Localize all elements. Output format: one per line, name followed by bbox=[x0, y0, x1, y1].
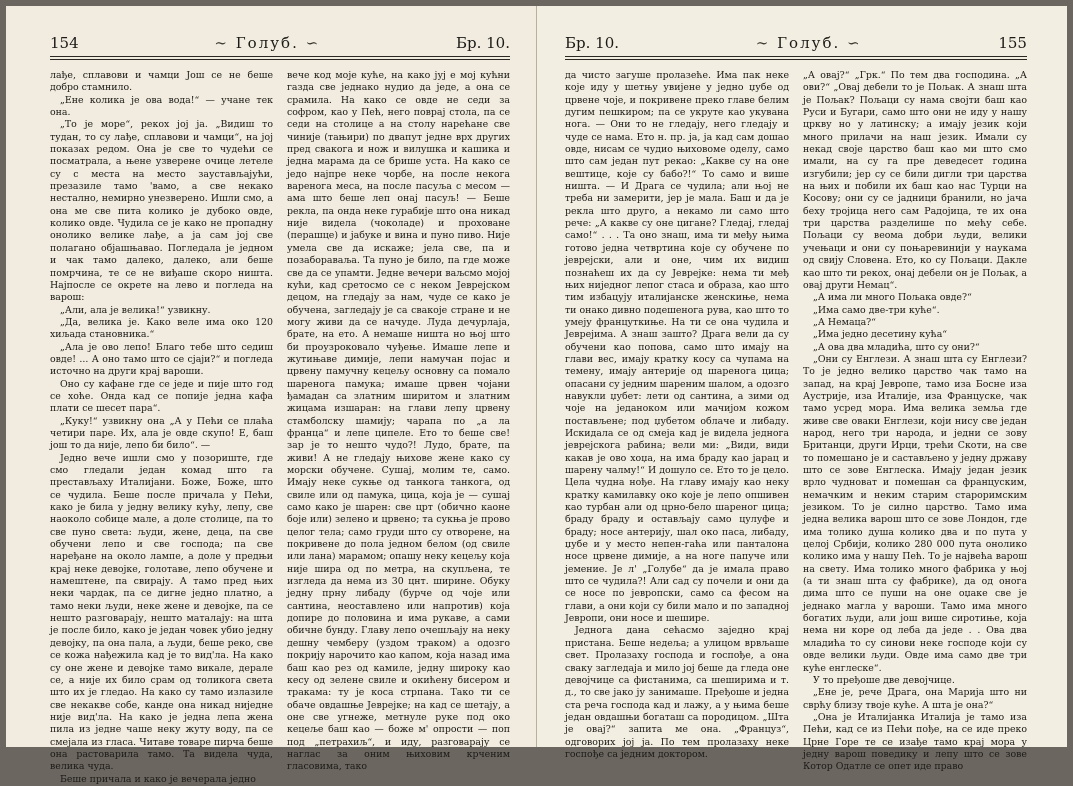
text-columns bbox=[565, 70, 1027, 773]
left-page bbox=[6, 6, 536, 785]
paragraph: „А Немаца?“ bbox=[813, 316, 876, 328]
book-spread bbox=[6, 6, 1067, 785]
paragraph: да чисто загуше пролазеће. Има пак неке које иду у шетњу увијене у једно џубе од црвене чоје, и покривене преко главе белим дугим пешкиром; па се укруте као укувана нога. — Они то не гледају, него гледају и чуде се нама. Ето н. пр. ја, ја кад сам дошао овде, нисам се чудио њиховоме оделу, само што сам један пут рекао: „Какве су на оне вештице, које су бабо?!“ То само и више ништа. — И Драга се чудила; али њој не треба ни замерити, јер је мала. Баш и да је рекла што друго, а некамо ли само што рече: „А какве су оне цигане? Гледај, гледај само!“ . . . Та оно знаш, има ти међу њима готово једна четвртина које су обучене по јеврејски, али и оне, чим их видиш познаћеш их да су Јеврејке: нема ти међ њих ниједног лепог стаса и образа, као што тим избацују италијанске женскиње, нема ти онако дивно подешенога рува, као што то умеју француткиње. На ти се она чудила и Јеврејима. А знаш зашто? Драга вели да су обучени као поповa, само што имају на глави вес, имају кратку косу са чупама на темену, имају антерије од шаренога цица; опасани су једним шареним шалом, а одозго навукли џубет: лети од сантина, а зими од чоје на једаноком или мачијом кожом постављене; под џубетом облаче и либаду. Искидала се од смеја кад је видела једнога јеврејскога рабина; вели ми: „Види, види какав је ово хоџа, на има браду као јарац и шарену чалму!“ И дошуло се. Ето то је цело. Цела чудна нође. На главу имају као неку кратку камилавку око које је лепо опшивен као турбан али од црно-бело шареног цица; браду браду и остављају само цулуфе и браду; носе антерију, шал око паса, либаду, џубе и у место непен-гаћа или панталона носе црвене димије, а на ноге папуче или јемение. Је л' „Голубе“ да је имала право што се чудила?! Али сад су почели и они да се носе по јевропски, само са фесом на глави, а они који су били мало и по западној Јевропи, они носе и шешире. bbox=[565, 70, 789, 625]
paragraph: „А има ли много Пољака овде?“ bbox=[813, 292, 972, 304]
paragraph: Једнога дана сећасмо заједно крај пристана. Беше недеља; а улицом врвљаше свет. Пролазаху господа и госпође, а она сваку загледаја и мило јој беше да гледа оне девојчице са фистанима, са шеширима и т. д., то све јако ју занимаше. Пређоше и једна ста реча господа кад и лажу, а у њима беше један овдашњи богаташ са породицом. „Шта је овај?“ запита ме она. „Француз“, одговорих јој ја. По тем пролазаху неке госпође са једним доктором. bbox=[565, 625, 789, 760]
running-head bbox=[50, 34, 510, 52]
paragraph: лађе, сплавови и чамци Још се не беше добро стамнило. bbox=[50, 70, 273, 94]
paragraph: У то пређоше две девојчице. bbox=[813, 674, 955, 686]
page-number: 154 bbox=[50, 34, 79, 52]
header-rule bbox=[50, 56, 510, 60]
paragraph: „Да, велика је. Како веле има око 120 хиљада становника.“ bbox=[50, 316, 273, 341]
paragraph: „Али, ала је велика!“ узвикну. bbox=[60, 304, 211, 316]
paragraph: „Има једно десетину кућа“ bbox=[813, 329, 948, 341]
running-head bbox=[565, 34, 1027, 52]
journal-title: ∼ Голуб. ∽ bbox=[756, 34, 862, 52]
text-columns bbox=[50, 70, 510, 785]
issue-number: Бр. 10. bbox=[565, 34, 620, 52]
text-column bbox=[565, 70, 789, 760]
paragraph: „Има само две-три куће“. bbox=[813, 304, 940, 316]
paragraph: вече код моје куће, на како јуј е мој кућни газда све једнако нудио да једе, а она се срамила. На како се овде не седи за софром, као у Пећ, него поврај стола, па се седи на столице а на столу нарећане све чиније (тањири) по двапут једне врх других пред свакога и нож и вилушка и кашика и једна марама да се брише уста. На како се једо најпре неке чорбе, на после некога варенога меса, на после пасуља с месом — ама што беше леп онај пасуљ! — Беше рекла, па онда неке гурабије што она никад није видела (чоколаде) и проховане (перашце) и јабуке и вина и пуно пиво. Није умела све да искаже; јела све, па и позабораваља. Та пуно је било, па где може све да се упамти. Једне вечери ваљсмо мојој кући, кад сретосмо се с неком Јеврејском децом, на гледају за нам, чуде се како је обучена, загледају је са свакоје стране и не могу живи да се начуде. Луда дечурлаја, брате, на ето. А немаше ништа но њој што би проузроковало чуђење. Имаше лепе и жутињаве димије, лепи намучан појас и црвену памучну кецељу основну са помало шареногa памука; имаше црвен чојани ђамадан са златним ширитом и златним жицама изшаран: на глави лепу црвену стамболску шамију; чарапа по „а ла франца“ и лепе ципеле. Ето то беше све! зар је то нешто чудо?! Лудо, брате, па живи! А не гледају њихове жене како су морски обучене. Сушај, молим те, само. Имају неке сукње од танкога танкога, од свиле или од памука, цица, која је — сушај само како је шарен: све црт (обично каоне боје или) зелено и црвено; та сукња је прово целог тела; само груди што су отворене, на покривене до пола једном белом (од свиле или лана) марамом; опашу неку кецељу која није шира од по метра, на скупљена, те изгледа да нема из 30 цнт. ширине. Обуку једну прну либаду (бурче од чоје или сантина, неоставлено или напротив) која допире до половина и има рукаве, а сами обичне бунду. Главу лепо очешљају на неку дешну чемберу (уздом траком) а одозго покрију нарочито као капом, која назад има баш као рез од камиле, једну широку као кесу од зелене свиле и окићену бисером и тракама: ту је коса стрпана. Тако ти се обаче овдашње Јеврејке; на кад се шетају, а оне све угнеже, метнуле руке под окo кецеље баш као — боже м' опрости — поп под „петрахиљ“, и иду, разговарају се наглас за оним њиховим крченим гласовима, тако bbox=[287, 70, 510, 773]
header-rule bbox=[565, 56, 1027, 60]
paragraph: „Они су Енглези. А знаш шта су Енглези? То је једно велико царство чак тамо на запад, на крај Јевропе, тамо иза Босне иза Аустрије, иза Италије, иза Француске, чак тамо усред мора. Има велика земља где живе све оваки Енглези, који нису све један народ, него три народа, и једни се зову Британци, други Ирци, трећи Скоти, на све то помешано је и састављено у једну државу што се зове Енглеска. Имају један језик врло чудноват и помешан са француским, немачким и неким старим староримским језиком. То је силно царство. Тамо има једна велика варош што се зове Лондон, где има толико душа колико два и по пута у целој Србији, колико 280 000 пута онолико колико има у нашу Пећ. То је највећа варош на свету. Има толико много фабрика у њој (а ти знаш шта су фабрике), да од онога дима што се пуши на оне оџаке све је једнако магла у вароши. Тамо има много богатих људи, али још више сиротиње, која нема ни коре од леба да једе . . Ова два младића то су синови неке господе који су овде велики људи. Овде има само две три куће енглеске“. bbox=[803, 353, 1027, 674]
paragraph: „А овај?“ „Грк.“ По тем два господина. „А ови?“ „Овај дебели то је Пољак. А знаш шта је Пољак? Пољаци су нама својти баш као Руси и Бугари, само што они не иду у нашу цркву но у латинску; а имају језик који много прилачи на наш језик. Имали су некад своје царство баш као ми што смо имали, на су га пре деведесет година изгубили; јер су се били дигли три царства на њих и побили их баш као нас Турци на Косову; они су се јадници бранили, но јача беху тројица него сам Радојица, те их она три царства разделише по мећу себе. Пољаци су веома добри људи, велики учењаци и они су поњаревинији у наукама од свију Словена. Ето, ко су Пољаци. Дакле као што ти рекох, онај дебели он је Пољак, а овај други Немац“. bbox=[803, 70, 1027, 291]
paragraph: „То је море“, рекох јој ја. „Видиш то тудан, то су лађе, сплавови и чамци“, на јој показах редом. Она је све то чудећи се посматрала, а њене узверене очице летеле су с места на место заустављајући, презазиле тамо 'вамо, а све некако нестално, немирно унезверено. Ишли смо, а она ме све пита колико је дубоко овде, колико овде. Чудила се је како не пропадну онолико велике лађе, а ја сам јој све полагано објашњавао. Погледала је једном и чак тамо далеко, далеко, али беше помрчина, те се не виђаше скоро ништа. Најпосле се окрете на лево и погледа на варош: bbox=[50, 119, 273, 304]
text-column bbox=[803, 70, 1027, 773]
paragraph: „Куку!“ узвикну она „А у Пећи се плаћа четири паре. Их, ала је овде скупо! Е, баш још то да није, лепо би било“. — bbox=[50, 415, 273, 452]
paragraph: Оно су кафане где се једе и пије што год се хоће. Онда кад се попије једна кафа плати се шесет пара“. bbox=[50, 378, 273, 415]
page-number: 155 bbox=[998, 34, 1027, 52]
issue-number: Бр. 10. bbox=[455, 34, 510, 52]
right-page bbox=[537, 6, 1067, 773]
paragraph: „Ене колика је ова вода!“ — учане тек она. bbox=[50, 94, 273, 119]
paragraph: „Ене је, рече Драга, она Марија што ни сврћу близу твоје куће. А шта је она?“ bbox=[803, 687, 1027, 711]
paragraph: Једно вече ишли смо у позориште, где смо гледали један комад што га престављаху Италијани. Боже, Боже, што се чудила. Беше после причала у Пећи, како је била у једну велику кућу, лепу, све наоколо собице мале, а доле столице, па то све пуно света: људи, жене, деца, па све обучени лепо и све господа; па све наређане на около лампе, а доле у предњи крај неке девојке, голотаве, лепо обучене и намештене, па свирају. А тамо пред њих неки чардак, па се дигне једно платно, а тамо неки људи, неке жене и девојке, па се нешто разговарају, нешто маталају: на шта је после било, како је један човек убио једну девојку, па она пала, а људи, беше реко, све се кожа нађежила кад је то вид'ла. На како су оне жене и девојке тамо викале, дерале се, а није их било срам од толикога света што их је гледао. На како су тамо излазиле све некакве собе, канде она никад ниједне није вид'ла. На како је једна лепа жена пила из једне чаше неку жуту воду, па се смејала из гласа. Читаве товаре пирча беше она растоварила тамо. Та видела чуда, велика чуда. bbox=[50, 452, 273, 773]
journal-title: ∼ Голуб. ∽ bbox=[214, 34, 320, 52]
paragraph: „Она је Италијанка Италија је тамо иза Пећи, кад се из Пећи пође, на се иде преко Црне Горе те се изађе тамо крај мора у једну варош поведику и лепу што се зове Котор Одатле се опет иде право bbox=[803, 711, 1027, 773]
text-column bbox=[50, 70, 273, 785]
paragraph: „А ова два младића, што су они?“ bbox=[813, 341, 980, 353]
paragraph: Беше причала и како је вечерала једно bbox=[60, 773, 256, 785]
paragraph: „Ала је ово лепо! Благо тебе што седиш овде! ... А оно тамо што се сјаји?“ и погледа источно на други крај вароши. bbox=[50, 341, 273, 378]
text-column bbox=[287, 70, 510, 773]
